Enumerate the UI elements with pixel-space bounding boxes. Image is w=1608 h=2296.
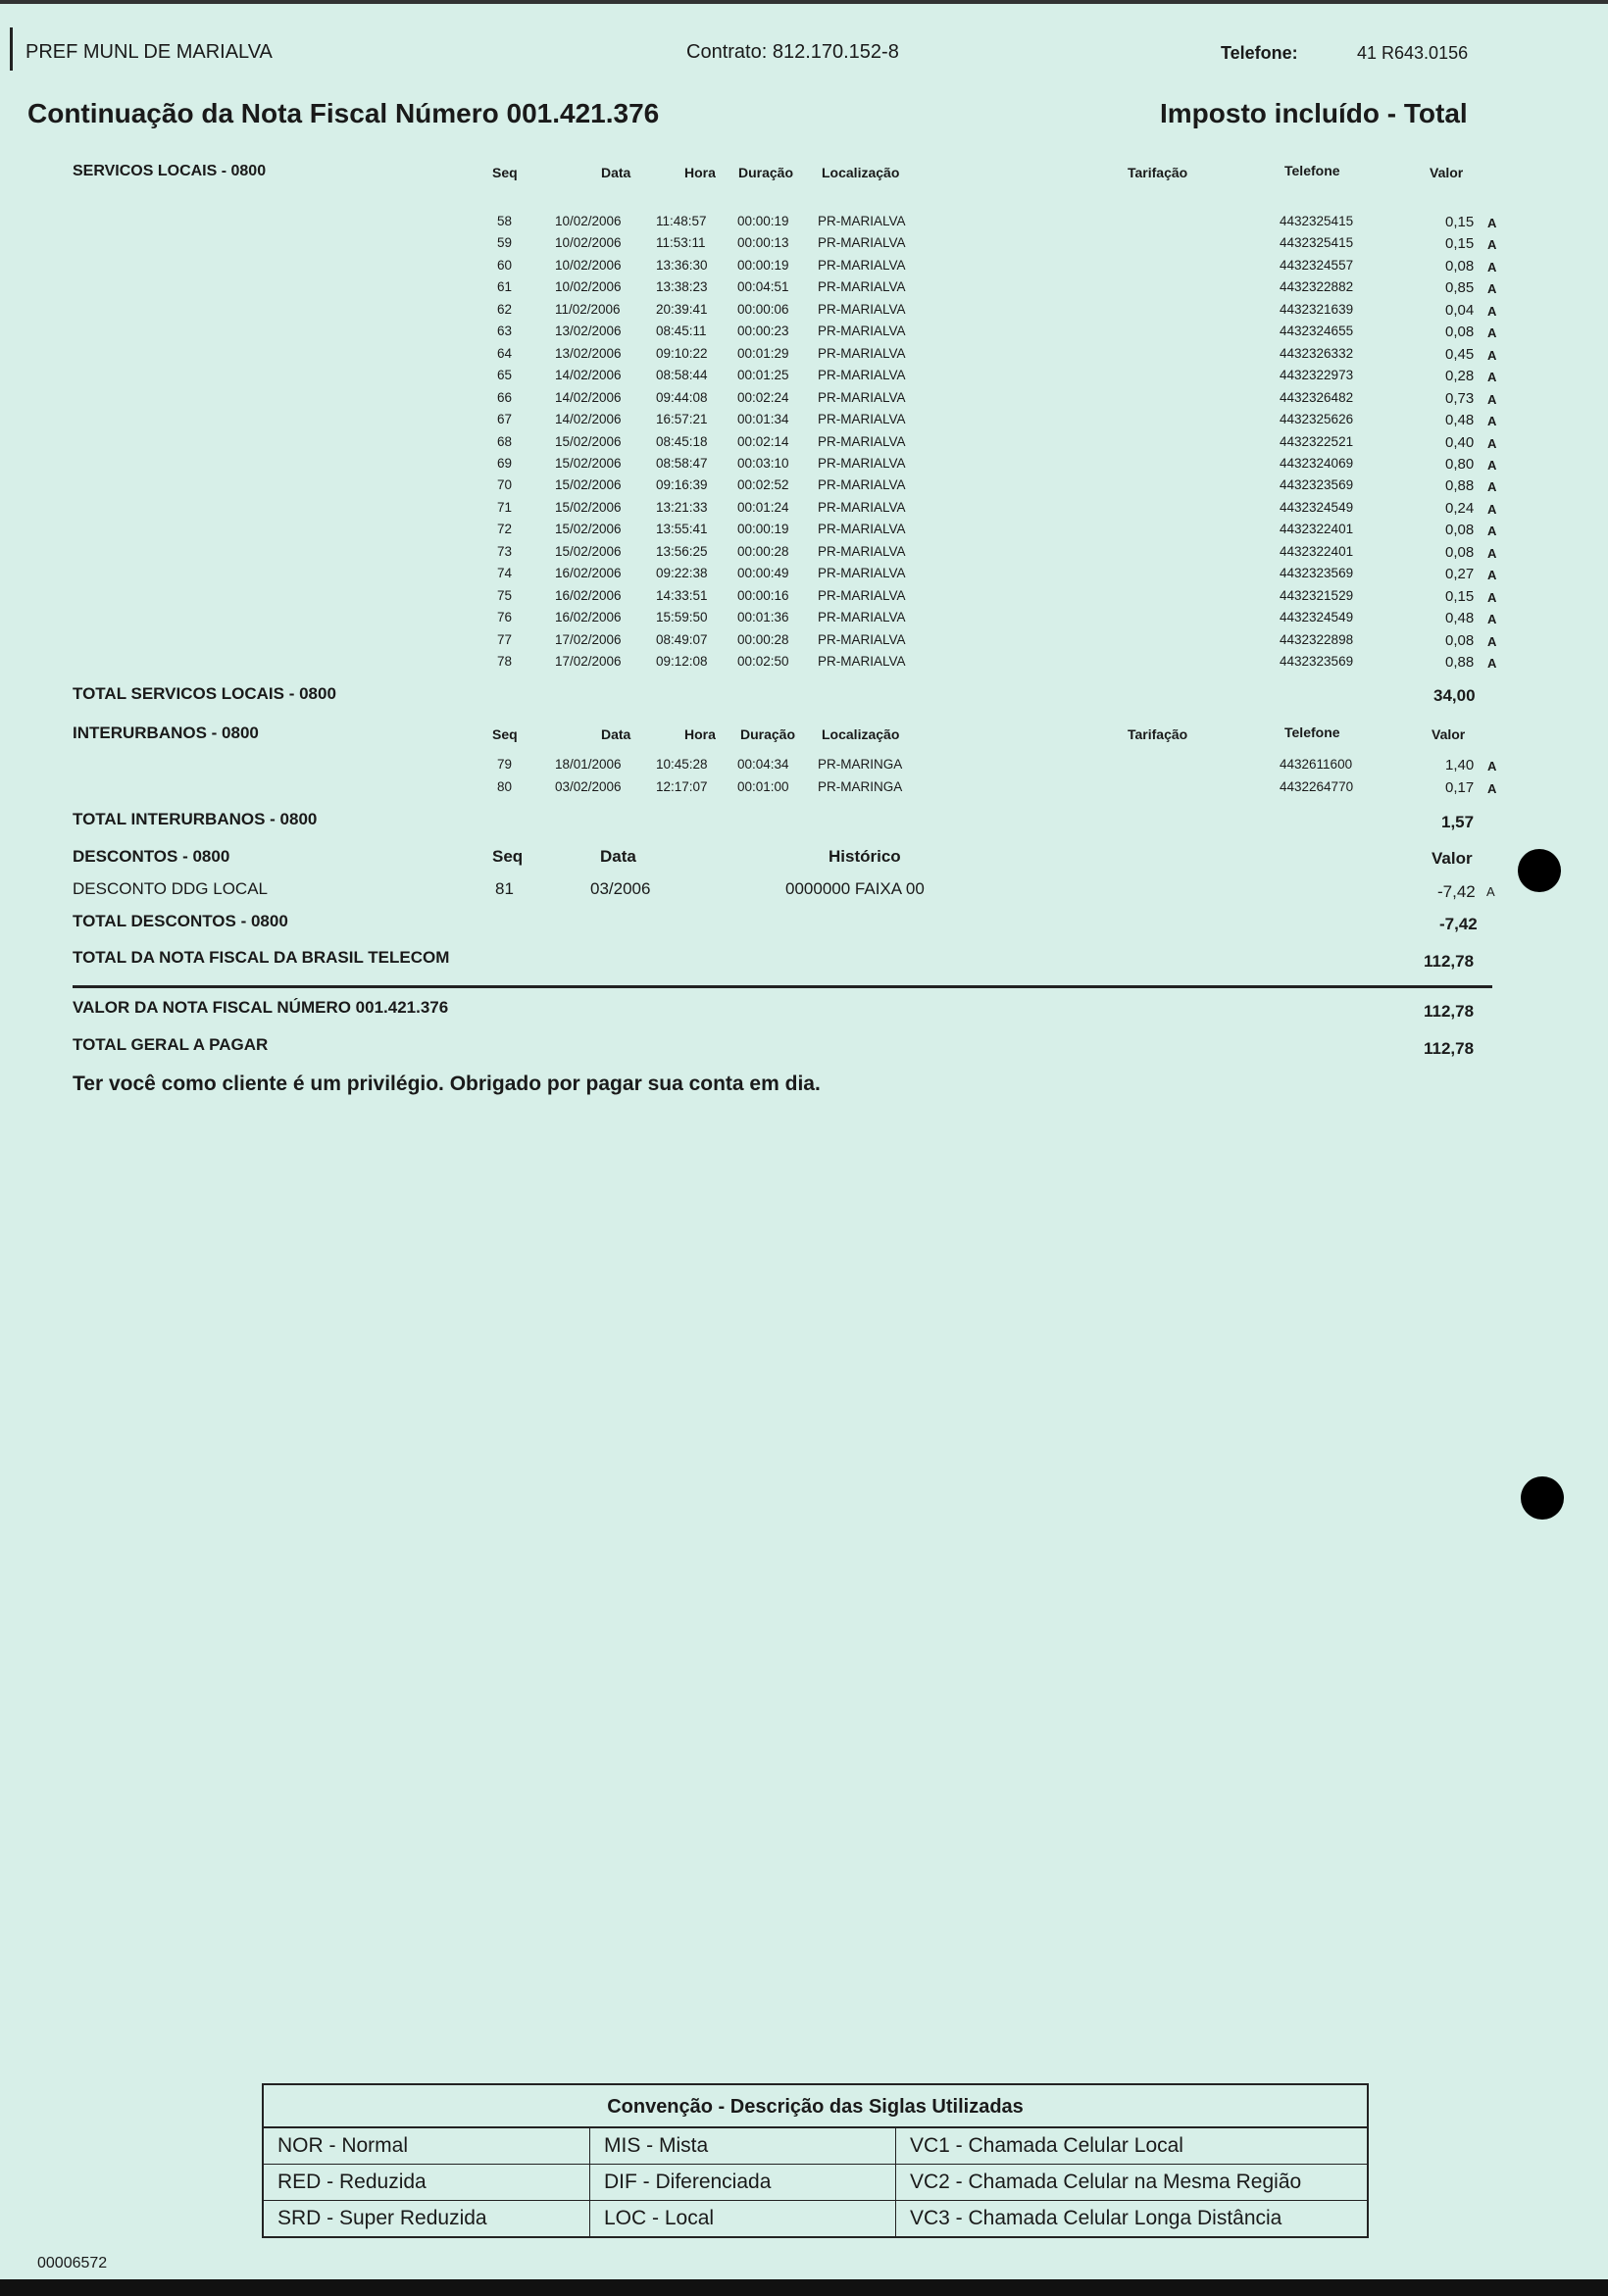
- total-geral-value: 112,78: [1424, 1039, 1475, 1058]
- call-seq: 68: [497, 433, 513, 449]
- call-hora: 08:49:07: [656, 631, 708, 647]
- call-tel: 4432322973: [1280, 368, 1354, 383]
- call-seq: 70: [497, 477, 513, 493]
- call-dur: 00:00:49: [737, 566, 789, 581]
- call-val: 0,24: [1445, 499, 1475, 517]
- call-tel: 4432611600: [1280, 757, 1353, 772]
- total-nota-label: TOTAL DA NOTA FISCAL DA BRASIL TELECOM: [73, 948, 450, 967]
- phone-label: Telefone:: [1221, 43, 1298, 63]
- call-data: 14/02/2006: [555, 389, 622, 405]
- legend-cell: DIF - Diferenciada: [590, 2165, 896, 2200]
- call-tel: 4432322882: [1280, 279, 1354, 295]
- call-val: 0,15: [1445, 214, 1475, 230]
- call-data: 11/02/2006: [555, 301, 621, 317]
- call-loc: PR-MARINGA: [818, 778, 903, 794]
- legend-row: [264, 2201, 1367, 2236]
- valor-nota-label: VALOR DA NOTA FISCAL NÚMERO 001.421.376: [73, 998, 449, 1017]
- call-flag: A: [1487, 303, 1497, 319]
- call-val: 0,08: [1445, 324, 1475, 341]
- total-interurbanos-label: TOTAL INTERURBANOS - 0800: [73, 810, 318, 828]
- call-data: 15/02/2006: [555, 522, 622, 537]
- call-data: 15/02/2006: [555, 455, 622, 471]
- call-flag: A: [1487, 347, 1497, 363]
- total-descontos-label: TOTAL DESCONTOS - 0800: [73, 912, 288, 930]
- legend-cell: VC2 - Chamada Celular na Mesma Região: [910, 2171, 1302, 2193]
- call-hora: 14:33:51: [656, 587, 708, 603]
- call-dur: 00:00:19: [737, 522, 789, 537]
- call-seq: 61: [497, 279, 513, 295]
- call-dur: 00:01:29: [737, 345, 789, 361]
- call-hora: 16:57:21: [656, 412, 708, 427]
- call-hora: 13:36:30: [656, 257, 708, 273]
- total-local-label: TOTAL SERVICOS LOCAIS - 0800: [73, 684, 336, 703]
- call-seq: 78: [497, 654, 513, 669]
- call-dur: 00:02:24: [737, 389, 789, 405]
- call-flag: A: [1487, 612, 1497, 627]
- call-tel: 4432322898: [1280, 631, 1354, 647]
- call-tel: 4432323569: [1280, 654, 1354, 669]
- call-dur: 00:00:16: [737, 587, 789, 603]
- call-loc: PR-MARIALVA: [818, 412, 906, 427]
- col-data-3: Data: [600, 847, 636, 866]
- call-val: 0,17: [1445, 778, 1475, 796]
- legend-cell: MIS - Mista: [590, 2128, 896, 2164]
- call-data: 15/02/2006: [555, 499, 622, 515]
- call-loc: PR-MARIALVA: [818, 214, 906, 228]
- call-loc: PR-MARIALVA: [818, 455, 906, 471]
- call-dur: 00:00:13: [737, 235, 789, 251]
- col-tarifacao-2: Tarifação: [1128, 726, 1188, 742]
- call-flag: A: [1487, 545, 1497, 561]
- call-hora: 09:44:08: [656, 389, 708, 405]
- call-tel: 4432264770: [1280, 778, 1354, 794]
- divider: [73, 985, 1492, 988]
- call-data: 18/01/2006: [555, 757, 622, 772]
- call-data: 03/02/2006: [555, 778, 622, 794]
- call-flag: A: [1487, 589, 1497, 605]
- contract-number: Contrato: 812.170.152-8: [686, 41, 899, 63]
- call-val: 0,85: [1445, 279, 1475, 297]
- call-dur: 00:01:00: [737, 778, 789, 794]
- call-tel: 4432321529: [1280, 587, 1354, 603]
- call-val: 0,48: [1445, 610, 1475, 627]
- call-loc: PR-MARIALVA: [818, 477, 906, 493]
- call-tel: 4432322521: [1280, 433, 1354, 449]
- call-flag: A: [1487, 479, 1497, 495]
- call-data: 14/02/2006: [555, 412, 622, 427]
- call-hora: 08:58:47: [656, 455, 708, 471]
- scan-edge-left: [10, 27, 13, 71]
- call-dur: 00:02:52: [737, 477, 789, 493]
- valor-nota-value: 112,78: [1424, 1002, 1475, 1021]
- call-flag: A: [1487, 281, 1497, 297]
- call-loc: PR-MARIALVA: [818, 257, 906, 273]
- call-seq: 65: [497, 368, 513, 383]
- call-data: 10/02/2006: [555, 279, 622, 295]
- call-loc: PR-MARIALVA: [818, 389, 906, 405]
- legend-cell: LOC - Local: [590, 2201, 896, 2236]
- discount-flag: A: [1486, 884, 1495, 899]
- call-tel: 4432324655: [1280, 324, 1354, 339]
- call-dur: 00:03:10: [737, 455, 789, 471]
- call-loc: PR-MARIALVA: [818, 587, 906, 603]
- legend-title: Convenção - Descrição das Siglas Utilizadas: [264, 2085, 1367, 2128]
- call-seq: 80: [497, 778, 513, 794]
- call-data: 15/02/2006: [555, 543, 622, 559]
- call-dur: 00:00:19: [737, 257, 789, 273]
- call-seq: 67: [497, 412, 513, 427]
- thank-you-message: Ter você como cliente é um privilégio. Obrigado por pagar sua conta em dia.: [73, 1073, 821, 1095]
- call-loc: PR-MARIALVA: [818, 324, 906, 339]
- col-tarifacao: Tarifação: [1128, 165, 1188, 180]
- call-seq: 59: [497, 235, 513, 251]
- call-flag: A: [1487, 259, 1497, 275]
- call-dur: 00:02:14: [737, 433, 789, 449]
- call-dur: 00:00:19: [737, 214, 789, 228]
- section-descontos: DESCONTOS - 0800: [73, 847, 230, 866]
- col-duracao: Duração: [738, 165, 794, 180]
- call-val: 1,40: [1445, 757, 1475, 774]
- page-title: Continuação da Nota Fiscal Número 001.421.376: [27, 98, 660, 128]
- call-tel: 4432322401: [1280, 522, 1354, 537]
- call-data: 16/02/2006: [555, 566, 622, 581]
- call-dur: 00:00:28: [737, 631, 789, 647]
- call-flag: A: [1487, 568, 1497, 583]
- punch-hole-bottom: [1521, 1476, 1564, 1520]
- call-data: 13/02/2006: [555, 345, 622, 361]
- call-loc: PR-MARIALVA: [818, 345, 906, 361]
- call-val: 0,08: [1445, 631, 1475, 649]
- call-flag: A: [1487, 391, 1497, 407]
- call-val: 0,04: [1445, 301, 1475, 319]
- call-loc: PR-MARIALVA: [818, 279, 906, 295]
- call-data: 10/02/2006: [555, 235, 622, 251]
- call-loc: PR-MARIALVA: [818, 499, 906, 515]
- call-dur: 00:04:34: [737, 757, 789, 772]
- call-tel: 4432326332: [1280, 345, 1354, 361]
- call-data: 15/02/2006: [555, 433, 622, 449]
- call-data: 17/02/2006: [555, 654, 622, 669]
- call-seq: 76: [497, 610, 513, 625]
- call-val: 0,08: [1445, 522, 1475, 539]
- col-valor-2: Valor: [1432, 726, 1466, 742]
- call-seq: 75: [497, 587, 513, 603]
- call-flag: A: [1487, 325, 1497, 341]
- call-tel: 4432326482: [1280, 389, 1354, 405]
- col-telefone-2: Telefone: [1284, 724, 1340, 740]
- call-flag: A: [1487, 656, 1497, 671]
- call-dur: 00:01:34: [737, 412, 789, 427]
- call-tel: 4432324549: [1280, 499, 1354, 515]
- col-historico: Histórico: [829, 847, 901, 866]
- section-local: SERVICOS LOCAIS - 0800: [73, 163, 267, 179]
- call-dur: 00:01:36: [737, 610, 789, 625]
- call-flag: A: [1487, 524, 1497, 539]
- call-tel: 4432324557: [1280, 257, 1354, 273]
- discount-date: 03/2006: [590, 879, 651, 898]
- footer-code: 00006572: [37, 2255, 108, 2271]
- legend-cell: VC1 - Chamada Celular Local: [910, 2134, 1183, 2157]
- call-val: 0,80: [1445, 455, 1475, 473]
- legend-cell: RED - Reduzida: [264, 2165, 590, 2200]
- call-tel: 4432324549: [1280, 610, 1354, 625]
- call-flag: A: [1487, 414, 1497, 429]
- call-hora: 11:53:11: [656, 235, 706, 251]
- call-flag: A: [1487, 633, 1497, 649]
- call-hora: 11:48:57: [656, 214, 707, 228]
- legend-cell: VC3 - Chamada Celular Longa Distância: [910, 2207, 1282, 2229]
- call-hora: 09:16:39: [656, 477, 708, 493]
- legend-cell: NOR - Normal: [264, 2128, 590, 2164]
- call-data: 16/02/2006: [555, 610, 622, 625]
- col-seq: Seq: [492, 165, 518, 180]
- call-tel: 4432321639: [1280, 301, 1354, 317]
- section-interurbanos: INTERURBANOS - 0800: [73, 724, 259, 742]
- call-loc: PR-MARIALVA: [818, 522, 906, 537]
- col-hora: Hora: [684, 165, 716, 180]
- legend-cell: SRD - Super Reduzida: [264, 2201, 590, 2236]
- total-interurbanos-value: 1,57: [1441, 813, 1475, 831]
- call-hora: 09:10:22: [656, 345, 708, 361]
- call-flag: A: [1487, 370, 1497, 385]
- call-data: 17/02/2006: [555, 631, 622, 647]
- call-loc: PR-MARIALVA: [818, 235, 906, 251]
- call-flag: A: [1487, 435, 1497, 451]
- call-seq: 63: [497, 324, 513, 339]
- col-valor-3: Valor: [1432, 849, 1473, 868]
- call-loc: PR-MARIALVA: [818, 301, 906, 317]
- col-telefone: Telefone: [1284, 163, 1340, 178]
- call-hora: 10:45:28: [656, 757, 708, 772]
- col-seq-3: Seq: [492, 847, 524, 866]
- phone-value: 41 R643.0156: [1357, 43, 1469, 63]
- call-loc: PR-MARIALVA: [818, 631, 906, 647]
- call-tel: 4432324069: [1280, 455, 1354, 471]
- call-data: 10/02/2006: [555, 214, 622, 228]
- call-seq: 74: [497, 566, 513, 581]
- call-seq: 66: [497, 389, 513, 405]
- call-flag: A: [1487, 780, 1497, 796]
- call-loc: PR-MARIALVA: [818, 654, 906, 669]
- call-val: 0,08: [1445, 543, 1475, 561]
- total-descontos-value: -7,42: [1439, 915, 1478, 933]
- col-localizacao: Localização: [822, 165, 900, 180]
- customer-name: PREF MUNL DE MARIALVA: [25, 41, 273, 63]
- call-tel: 4432325415: [1280, 214, 1354, 228]
- call-seq: 62: [497, 301, 513, 317]
- call-data: 14/02/2006: [555, 368, 622, 383]
- call-dur: 00:02:50: [737, 654, 789, 669]
- call-hora: 08:45:11: [656, 324, 707, 339]
- discount-description: DESCONTO DDG LOCAL: [73, 879, 269, 898]
- call-hora: 15:59:50: [656, 610, 708, 625]
- discount-value: -7,42: [1437, 882, 1476, 901]
- call-loc: PR-MARIALVA: [818, 543, 906, 559]
- call-tel: 4432323569: [1280, 566, 1354, 581]
- call-val: 0,15: [1445, 587, 1475, 605]
- call-hora: 13:21:33: [656, 499, 708, 515]
- call-data: 10/02/2006: [555, 257, 622, 273]
- call-dur: 00:01:25: [737, 368, 789, 383]
- call-dur: 00:00:23: [737, 324, 789, 339]
- call-tel: 4432325626: [1280, 412, 1354, 427]
- call-val: 0,15: [1445, 235, 1475, 253]
- total-nota-value: 112,78: [1424, 952, 1475, 971]
- scan-edge-bottom: [0, 2279, 1608, 2296]
- call-flag: A: [1487, 501, 1497, 517]
- call-hora: 08:58:44: [656, 368, 708, 383]
- call-tel: 4432325415: [1280, 235, 1354, 251]
- call-seq: 73: [497, 543, 513, 559]
- call-dur: 00:00:28: [737, 543, 789, 559]
- call-hora: 13:38:23: [656, 279, 708, 295]
- call-flag: A: [1487, 237, 1497, 253]
- tax-title: Imposto incluído - Total: [1160, 98, 1468, 128]
- scan-edge: [0, 0, 1608, 4]
- call-seq: 58: [497, 214, 513, 228]
- call-val: 0,88: [1445, 477, 1475, 495]
- call-hora: 13:56:25: [656, 543, 708, 559]
- call-hora: 12:17:07: [656, 778, 708, 794]
- call-loc: PR-MARIALVA: [818, 610, 906, 625]
- call-flag: A: [1487, 457, 1497, 473]
- col-seq-2: Seq: [492, 726, 518, 742]
- discount-history: 0000000 FAIXA 00: [785, 879, 925, 898]
- call-loc: PR-MARIALVA: [818, 566, 906, 581]
- col-localizacao-2: Localização: [822, 726, 900, 742]
- legend-table: [262, 2083, 1369, 2238]
- call-seq: 72: [497, 522, 513, 537]
- col-data: Data: [601, 165, 631, 180]
- call-hora: 09:22:38: [656, 566, 708, 581]
- call-flag: A: [1487, 216, 1497, 230]
- call-seq: 71: [497, 499, 513, 515]
- legend-row: [264, 2165, 1367, 2201]
- total-local-value: 34,00: [1433, 686, 1476, 705]
- call-val: 0,48: [1445, 412, 1475, 429]
- call-dur: 00:00:06: [737, 301, 789, 317]
- call-tel: 4432323569: [1280, 477, 1354, 493]
- col-hora-2: Hora: [684, 726, 716, 742]
- call-data: 15/02/2006: [555, 477, 622, 493]
- call-val: 0,88: [1445, 654, 1475, 671]
- call-hora: 20:39:41: [656, 301, 708, 317]
- call-loc: PR-MARINGA: [818, 757, 903, 772]
- call-val: 0,45: [1445, 345, 1475, 363]
- col-data-2: Data: [601, 726, 631, 742]
- punch-hole-top: [1518, 849, 1561, 892]
- call-seq: 64: [497, 345, 513, 361]
- call-val: 0,27: [1445, 566, 1475, 583]
- call-flag: A: [1487, 759, 1497, 774]
- call-val: 0,28: [1445, 368, 1475, 385]
- call-val: 0,73: [1445, 389, 1475, 407]
- call-data: 16/02/2006: [555, 587, 622, 603]
- call-seq: 77: [497, 631, 513, 647]
- call-tel: 4432322401: [1280, 543, 1354, 559]
- call-loc: PR-MARIALVA: [818, 433, 906, 449]
- call-seq: 69: [497, 455, 513, 471]
- call-seq: 60: [497, 257, 513, 273]
- call-hora: 08:45:18: [656, 433, 708, 449]
- call-data: 13/02/2006: [555, 324, 622, 339]
- call-val: 0,40: [1445, 433, 1475, 451]
- call-val: 0,08: [1445, 257, 1475, 275]
- discount-seq: 81: [495, 879, 514, 898]
- call-hora: 13:55:41: [656, 522, 708, 537]
- call-hora: 09:12:08: [656, 654, 708, 669]
- call-dur: 00:04:51: [737, 279, 789, 295]
- col-valor: Valor: [1430, 165, 1464, 180]
- col-duracao-2: Duração: [740, 726, 796, 742]
- total-geral-label: TOTAL GERAL A PAGAR: [73, 1035, 269, 1054]
- call-seq: 79: [497, 757, 513, 772]
- call-loc: PR-MARIALVA: [818, 368, 906, 383]
- call-dur: 00:01:24: [737, 499, 789, 515]
- legend-row: [264, 2128, 1367, 2165]
